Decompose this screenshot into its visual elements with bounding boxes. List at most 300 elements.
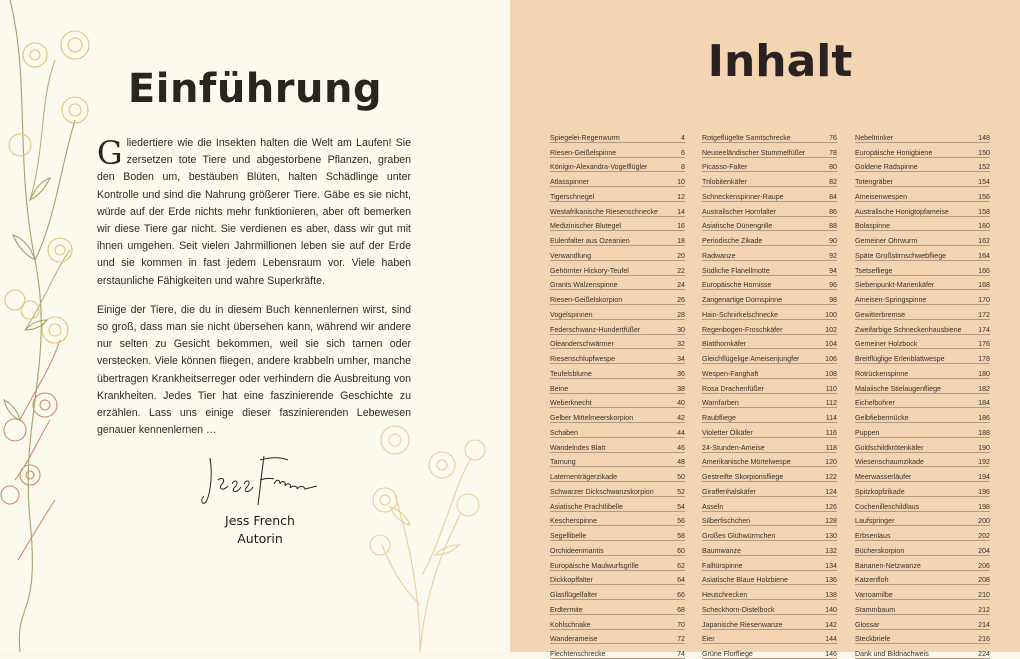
toc-entry-page: 186 — [978, 414, 990, 422]
toc-entry-title: Australische Honigtopfameise — [855, 207, 949, 216]
toc-entry-title: Amerikanische Mörtelwespe — [702, 458, 791, 467]
toc-entry — [855, 276, 990, 291]
toc-entry-page: 44 — [677, 428, 685, 437]
toc-entry-page: 48 — [677, 458, 685, 467]
toc-entry-title: Australischer Hornfalter — [702, 207, 777, 216]
toc-entry-page: 46 — [677, 443, 685, 452]
toc-entry — [855, 172, 990, 187]
toc-entry-title: Wespen-Fanghaft — [702, 369, 759, 378]
toc-entry-title: Breitflüglige Erlenblattwespe — [855, 355, 945, 363]
toc-entry — [702, 438, 837, 453]
toc-entry-page: 118 — [825, 443, 837, 452]
toc-entry — [855, 364, 990, 379]
toc-entry-title: Violetter Ölkäfer — [702, 428, 753, 437]
toc-entry-page: 64 — [677, 576, 685, 585]
toc-entry — [855, 482, 990, 497]
toc-entry — [702, 423, 837, 438]
toc-entry — [550, 128, 685, 143]
toc-entry-title: Stammbaum — [855, 605, 896, 614]
toc-entry-title: Teufelsblume — [550, 369, 592, 378]
toc-entry-title: Riesen-Geißelskorpion — [550, 296, 623, 304]
toc-entry-page: 58 — [677, 532, 685, 540]
toc-entry-title: Medizinischer Blutegel — [550, 222, 621, 231]
toc-entry — [550, 349, 685, 364]
toc-entry-title: Eulenfalter aus Ozeanien — [550, 237, 630, 245]
toc-entry-page: 204 — [978, 546, 990, 555]
toc-entry-title: Goldene Radspinne — [855, 163, 918, 172]
toc-entry-page: 194 — [978, 473, 990, 481]
toc-entry-page: 10 — [677, 178, 685, 186]
toc-entry-title: Weberknecht — [550, 399, 592, 408]
toc-entry-page: 66 — [677, 591, 685, 599]
toc-entry-title: Japanische Riesenwanze — [702, 620, 783, 629]
toc-entry — [550, 600, 685, 615]
toc-entry-page: 154 — [978, 178, 990, 186]
toc-entry — [702, 585, 837, 600]
toc-entry-title: Westafrikanische Riesenschnecke — [550, 207, 658, 216]
toc-entry-page: 90 — [829, 237, 837, 245]
toc-entry-page: 108 — [825, 369, 837, 378]
toc-entry-title: Zangenartige Dornspinne — [702, 296, 783, 304]
toc-entry-title: Zweifarbige Schneckenhausbiene — [855, 325, 962, 334]
toc-entry-page: 188 — [978, 428, 990, 437]
toc-entry — [550, 202, 685, 217]
toc-entry — [855, 394, 990, 409]
toc-entry-page: 164 — [978, 251, 990, 260]
toc-entry — [550, 276, 685, 291]
toc-entry-title: Spiegelei-Regenwurm — [550, 133, 620, 142]
toc-entry — [702, 482, 837, 497]
toc-entry-title: Neuseeländischer Stummelfüßer — [702, 148, 806, 157]
toc-entry-title: Dickkopffalter — [550, 576, 593, 585]
toc-entry-page: 138 — [825, 591, 837, 599]
toc-entry-title: Trilobitenkäfer — [702, 178, 747, 186]
toc-entry — [550, 615, 685, 630]
toc-entry-title: Atlasspinner — [550, 178, 590, 186]
toc-entry-title: Erdtermite — [550, 605, 583, 614]
toc-entry — [702, 305, 837, 320]
toc-entry-page: 168 — [978, 281, 990, 290]
toc-entry-title: Asiatische Dünengrille — [702, 222, 773, 231]
author-credit — [190, 512, 330, 548]
toc-entry — [855, 290, 990, 305]
toc-entry-title: Malaiische Stielaugenfliege — [855, 384, 941, 393]
toc-entry — [550, 571, 685, 586]
drop-cap: G — [97, 134, 123, 172]
toc-entry — [702, 615, 837, 630]
toc-entry-page: 146 — [825, 650, 837, 658]
toc-entry-page: 126 — [825, 502, 837, 511]
toc-entry — [855, 128, 990, 143]
toc-entry — [550, 305, 685, 320]
toc-entry-title: Silberfischchen — [702, 517, 751, 526]
toc-entry — [550, 364, 685, 379]
toc-entry-page: 224 — [978, 650, 990, 658]
toc-entry-page: 92 — [829, 251, 837, 260]
toc-entry-page: 110 — [825, 384, 837, 393]
toc-entry-page: 200 — [978, 517, 990, 526]
toc-entry-title: Orchideenmantis — [550, 546, 604, 555]
toc-entry-title: 24-Stunden-Ameise — [702, 443, 765, 452]
toc-entry-title: Asiatische Blaue Holzbiene — [702, 576, 788, 585]
toc-entry-page: 88 — [829, 222, 837, 231]
toc-entry — [550, 482, 685, 497]
toc-entry — [550, 246, 685, 261]
toc-entry — [855, 541, 990, 556]
toc-entry-page: 74 — [677, 650, 685, 658]
toc-entry-title: Europäische Hornisse — [702, 281, 772, 290]
toc-entry-title: Großes Glühwürmchen — [702, 532, 776, 540]
toc-entry — [702, 453, 837, 468]
toc-entry-page: 4 — [681, 133, 685, 142]
toc-entry — [855, 320, 990, 335]
toc-entry-page: 26 — [677, 296, 685, 304]
toc-entry-page: 180 — [978, 369, 990, 378]
toc-entry-page: 210 — [978, 591, 990, 599]
toc-entry-page: 212 — [978, 605, 990, 614]
toc-entry — [855, 158, 990, 173]
toc-entry — [855, 261, 990, 276]
wildflower-illustration-left — [0, 0, 110, 652]
toc-entry-title: Südliche Flanellmotte — [702, 266, 770, 275]
toc-entry — [702, 600, 837, 615]
author-role: Autorin — [237, 531, 283, 546]
toc-entry-title: Varroamilbe — [855, 591, 893, 599]
toc-entry-title: Totengräber — [855, 178, 893, 186]
toc-entry — [702, 320, 837, 335]
toc-entry — [855, 408, 990, 423]
toc-entry — [702, 571, 837, 586]
toc-entry — [702, 128, 837, 143]
toc-entry — [550, 644, 685, 659]
toc-entry-page: 34 — [677, 355, 685, 363]
toc-entry-title: Hain-Schnirkelschnecke — [702, 310, 779, 319]
toc-entry — [702, 541, 837, 556]
toc-entry — [550, 320, 685, 335]
toc-entry — [702, 349, 837, 364]
toc-entry — [550, 630, 685, 645]
toc-entry-title: Warnfarben — [702, 399, 739, 408]
toc-entry — [550, 512, 685, 527]
toc-entry — [550, 497, 685, 512]
toc-entry-page: 60 — [677, 546, 685, 555]
toc-entry-title: Gelbfiebermücke — [855, 414, 909, 422]
toc-entry-page: 190 — [978, 443, 990, 452]
toc-entry-page: 114 — [825, 414, 837, 422]
toc-entry-page: 82 — [829, 178, 837, 186]
toc-entry — [702, 290, 837, 305]
toc-entry-title: Radwanze — [702, 251, 736, 260]
toc-entry-page: 72 — [677, 635, 685, 644]
toc-entry — [550, 541, 685, 556]
toc-entry-title: Schwarzer Dickschwanzskorpion — [550, 487, 654, 496]
toc-entry-page: 196 — [978, 487, 990, 496]
toc-entry-title: Asseln — [702, 502, 724, 511]
toc-entry-title: Späte Großstirnschwebfliege — [855, 251, 947, 260]
toc-entry — [855, 585, 990, 600]
toc-entry — [550, 453, 685, 468]
toc-entry-title: Riesen-Geißelspinne — [550, 148, 617, 157]
toc-entry — [702, 644, 837, 659]
toc-entry — [702, 556, 837, 571]
toc-entry-page: 16 — [677, 222, 685, 231]
toc-entry-page: 160 — [978, 222, 990, 231]
toc-entry-title: Königin-Alexandra-Vogelflügler — [550, 163, 648, 172]
toc-entry — [855, 246, 990, 261]
toc-entry — [855, 379, 990, 394]
toc-entry — [855, 556, 990, 571]
toc-entry-title: Eichelbohrer — [855, 399, 895, 408]
toc-entry-title: Asiatische Prachtlibelle — [550, 502, 623, 511]
toc-entry-page: 120 — [825, 458, 837, 467]
toc-entry-page: 142 — [825, 620, 837, 629]
toc-entry-title: Rosa Drachenfüßer — [702, 384, 764, 393]
toc-entry — [702, 497, 837, 512]
toc-entry-page: 84 — [829, 192, 837, 201]
intro-text — [97, 135, 411, 451]
toc-entry — [550, 217, 685, 232]
toc-entry-page: 184 — [978, 399, 990, 408]
toc-entry — [550, 335, 685, 350]
author-signature — [198, 450, 328, 510]
toc-entry-page: 172 — [978, 310, 990, 319]
toc-entry-page: 158 — [978, 207, 990, 216]
toc-entry-page: 20 — [677, 251, 685, 260]
toc-column-2 — [702, 128, 837, 659]
intro-paragraph-2: Einige der Tiere, die du in diesem Buch kennenlernen wirst, sind so groß, dass man sie nicht übersehen kann, während wir andere nur selten zu Gesicht bekommen, weil sie sich tarnen oder verstecken. Viele können fliegen, andere krabbeln umher, manche übertragen Krankheitserreger oder verhindern die Ausbreitung von Krankheiten. Jedes Tier hat eine faszinierende Geschichte zu erzählen. Lass uns einige dieser faszinierenden Lebewesen genauer kennenlernen … — [97, 303, 411, 437]
toc-entry-page: 50 — [677, 473, 685, 481]
toc-entry — [855, 438, 990, 453]
toc-entry-page: 176 — [978, 340, 990, 349]
toc-entry-title: Wiesenschaumzikade — [855, 458, 924, 467]
toc-entry-page: 214 — [978, 620, 990, 629]
toc-column-3 — [855, 128, 990, 659]
toc-entry — [855, 571, 990, 586]
toc-entry-page: 148 — [978, 133, 990, 142]
toc-entry-page: 8 — [681, 163, 685, 172]
toc-entry-title: Cochenilleschildlaus — [855, 502, 920, 511]
toc-entry-page: 144 — [825, 635, 837, 644]
toc-entry-page: 202 — [978, 532, 990, 540]
toc-entry-page: 94 — [829, 266, 837, 275]
toc-entry-page: 192 — [978, 458, 990, 467]
toc-entry — [550, 467, 685, 482]
toc-entry-page: 174 — [978, 325, 990, 334]
intro-paragraph-1 — [97, 135, 411, 290]
toc-entry-page: 152 — [978, 163, 990, 172]
toc-entry — [702, 630, 837, 645]
toc-entry — [702, 276, 837, 291]
toc-entry-page: 102 — [825, 325, 837, 334]
toc-entry — [550, 261, 685, 276]
toc-entry — [702, 231, 837, 246]
toc-entry-page: 128 — [825, 517, 837, 526]
toc-column-1 — [550, 128, 685, 659]
toc-entry-title: Katzenfloh — [855, 576, 889, 585]
toc-entry-page: 22 — [677, 266, 685, 275]
toc-entry-title: Bolaspinne — [855, 222, 891, 231]
toc-entry-title: Blatthornkäfer — [702, 340, 747, 349]
toc-entry — [855, 512, 990, 527]
toc-entry — [855, 615, 990, 630]
toc-entry-title: Schaben — [550, 428, 579, 437]
toc-entry — [702, 172, 837, 187]
toc-entry-title: Giraffenhalskäfer — [702, 487, 756, 496]
toc-entry — [702, 394, 837, 409]
toc-entry-title: Heuschrecken — [702, 591, 748, 599]
toc-entry — [550, 585, 685, 600]
author-name: Jess French — [225, 513, 295, 528]
toc-entry — [550, 158, 685, 173]
toc-entry-title: Ameisen-Springspinne — [855, 296, 927, 304]
contents-title: Inhalt — [707, 36, 853, 87]
toc-entry — [550, 379, 685, 394]
toc-entry-title: Beine — [550, 384, 569, 393]
toc-entry-title: Verwandlung — [550, 251, 592, 260]
toc-entry-page: 162 — [978, 237, 990, 245]
toc-entry-page: 52 — [677, 487, 685, 496]
toc-entry-title: Ameisenwespen — [855, 192, 908, 201]
toc-entry-title: Segellibelle — [550, 532, 587, 540]
toc-entry — [855, 349, 990, 364]
toc-entry-title: Riesenschlupfwespe — [550, 355, 616, 363]
toc-entry — [550, 556, 685, 571]
toc-entry — [550, 231, 685, 246]
toc-entry — [855, 423, 990, 438]
toc-entry — [855, 143, 990, 158]
toc-entry-title: Federschwanz-Hundertfüßer — [550, 325, 641, 334]
toc-entry-title: Tsetsefliege — [855, 266, 893, 275]
left-page — [0, 0, 510, 652]
right-page — [510, 0, 1020, 658]
toc-entry — [855, 231, 990, 246]
toc-entry — [855, 305, 990, 320]
toc-entry — [550, 423, 685, 438]
toc-entry — [855, 202, 990, 217]
toc-entry-page: 14 — [677, 207, 685, 216]
toc-entry-page: 150 — [978, 148, 990, 157]
toc-entry-page: 132 — [825, 546, 837, 555]
toc-entry-title: Rotrückenspinne — [855, 369, 909, 378]
toc-entry-title: Bücherskorpion — [855, 546, 905, 555]
toc-entry-page: 76 — [829, 133, 837, 142]
toc-entry — [550, 143, 685, 158]
toc-entry-title: Nebeltrinker — [855, 133, 894, 142]
toc-entry — [702, 467, 837, 482]
toc-entry-page: 70 — [677, 620, 685, 629]
toc-entry-page: 32 — [677, 340, 685, 349]
toc-entry — [702, 526, 837, 541]
toc-entry-title: Schneckenspinner-Raupe — [702, 192, 784, 201]
toc-entry-title: Puppen — [855, 428, 880, 437]
toc-entry-page: 104 — [825, 340, 837, 349]
toc-entry — [855, 630, 990, 645]
toc-entry-page: 116 — [825, 428, 837, 437]
toc-entry — [550, 408, 685, 423]
toc-entry-title: Gemeiner Holzbock — [855, 340, 918, 349]
toc-entry-title: Tigerschnegel — [550, 192, 595, 201]
toc-entry — [550, 172, 685, 187]
toc-entry-page: 12 — [677, 192, 685, 201]
toc-entry-title: Gelber Mittelmeerskorpion — [550, 414, 634, 422]
toc-entry — [550, 438, 685, 453]
toc-entry-title: Steckbriefe — [855, 635, 891, 644]
toc-entry-page: 96 — [829, 281, 837, 290]
toc-entry-title: Gleichflügelige Ameisenjungfer — [702, 355, 800, 363]
toc-entry-page: 24 — [677, 281, 685, 290]
toc-entry — [855, 497, 990, 512]
toc-entry-page: 56 — [677, 517, 685, 526]
toc-entry-title: Gehörnter Hickory-Teufel — [550, 266, 629, 275]
toc-entry-page: 42 — [677, 414, 685, 422]
toc-entry — [550, 526, 685, 541]
toc-entry-page: 36 — [677, 369, 685, 378]
toc-entry-page: 98 — [829, 296, 837, 304]
toc-entry-title: Scheckhorn-Distelbock — [702, 605, 775, 614]
toc-entry — [550, 290, 685, 305]
toc-entry — [550, 394, 685, 409]
toc-entry — [702, 143, 837, 158]
toc-entry — [855, 217, 990, 232]
toc-entry-title: Gewitterbremse — [855, 310, 906, 319]
toc-entry — [855, 187, 990, 202]
toc-entry-title: Laternenträgerzikade — [550, 473, 618, 481]
toc-entry — [550, 187, 685, 202]
toc-entry-page: 106 — [825, 355, 837, 363]
toc-entry-title: Meerwasserläufer — [855, 473, 912, 481]
toc-entry — [702, 408, 837, 423]
toc-entry-title: Grants Walzenspinne — [550, 281, 618, 290]
toc-entry-title: Dank und Bildnachweis — [855, 650, 929, 658]
toc-entry — [702, 246, 837, 261]
toc-entry-title: Wanderameise — [550, 635, 598, 644]
toc-entry-page: 122 — [825, 473, 837, 481]
toc-entry-title: Vogelspinnen — [550, 310, 593, 319]
toc-entry-title: Oleanderschwärmer — [550, 340, 614, 349]
toc-entry — [702, 187, 837, 202]
toc-entry — [855, 467, 990, 482]
toc-entry-title: Bananen-Netzwanze — [855, 561, 921, 570]
toc-entry-page: 156 — [978, 192, 990, 201]
toc-entry — [855, 644, 990, 659]
toc-entry-title: Siebenpunkt-Marienkäfer — [855, 281, 935, 290]
toc-entry-title: Tarnung — [550, 458, 576, 467]
toc-entry-page: 134 — [825, 561, 837, 570]
intro-paragraph-1-text: liedertiere wie die Insekten halten die Welt am Laufen! Sie zersetzen tote Tiere und abgestorbene Pflanzen, graben den Boden um, bestäuben Blüten, halten Schädlinge unter Kontrolle und sind die Nahrung größerer Tiere. Gäbe es sie nicht, würde auf der Erde nichts mehr funktionieren, aber oft bemerken wir diese Tiere gar nicht. Sie verdienen es aber, dass wir gut mit ihnen umgehen. Seit vielen Jahrmillionen leben sie auf der Erde und sie kommen in fast jedem Lebensraum vor. Viele haben erstaunliche Fähigkeiten und wahre Superkräfte. — [97, 137, 411, 287]
toc-entry-page: 170 — [978, 296, 990, 304]
toc-entry-title: Gemeiner Ohrwurm — [855, 237, 918, 245]
toc-entry-title: Grüne Florfliege — [702, 650, 753, 658]
intro-title: Einführung — [127, 66, 383, 112]
toc-entry-page: 136 — [825, 576, 837, 585]
toc-entry-page: 28 — [677, 310, 685, 319]
toc-entry-title: Flechtenschrecke — [550, 650, 606, 658]
toc-entry-title: Periodische Zikade — [702, 237, 763, 245]
toc-entry-page: 6 — [681, 148, 685, 157]
toc-entry-title: Spitzkopfzikade — [855, 487, 905, 496]
toc-entry — [702, 158, 837, 173]
toc-entry-page: 68 — [677, 605, 685, 614]
toc-entry — [855, 526, 990, 541]
toc-entry-page: 124 — [825, 487, 837, 496]
toc-entry-title: Goldschildkrötenkäfer — [855, 443, 924, 452]
toc-entry — [855, 453, 990, 468]
toc-entry-title: Rotgeflügelte Samtschrecke — [702, 133, 791, 142]
toc-entry-title: Regenbogen-Froschkäfer — [702, 325, 783, 334]
toc-entry — [702, 261, 837, 276]
toc-entry-page: 40 — [677, 399, 685, 408]
toc-entry-title: Kohlschnake — [550, 620, 591, 629]
